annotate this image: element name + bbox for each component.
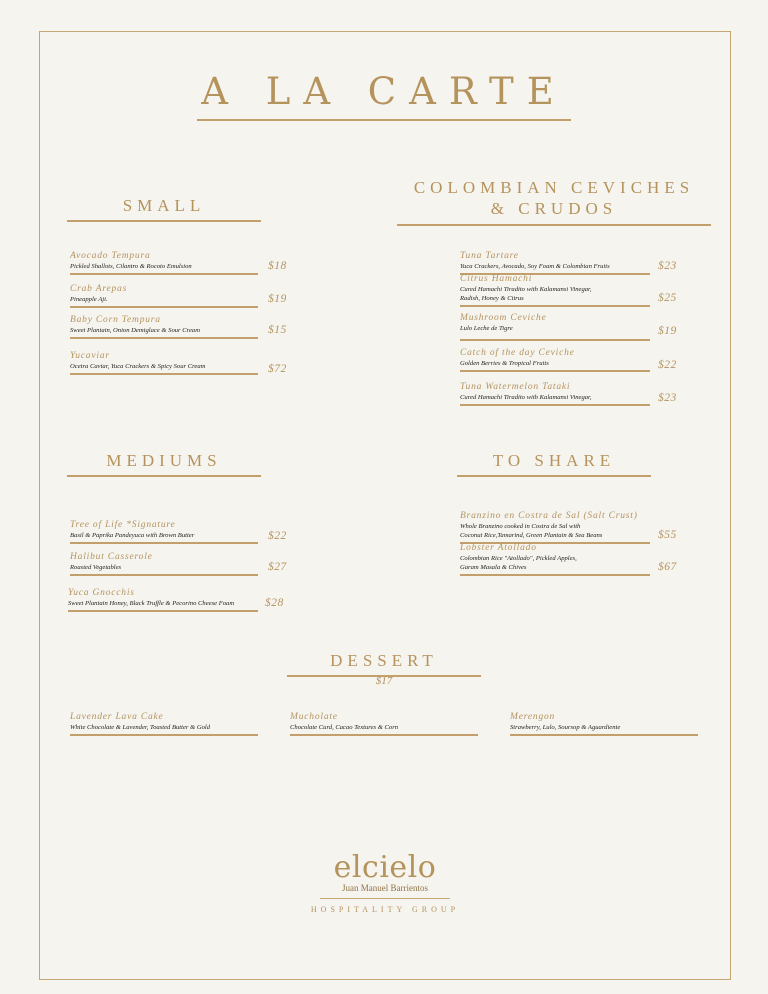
section-heading-dessert: DESSERT (287, 650, 481, 677)
section-heading-small: SMALL (67, 195, 261, 222)
item-description: Lulo Leche de Tigre (460, 325, 650, 341)
page-border (39, 31, 731, 980)
item-price: $67 (658, 561, 677, 573)
item-name: Tuna Watermelon Tataki (460, 382, 571, 392)
item-name: Halibut Casserole (70, 552, 153, 562)
item-description: Pickled Shallots, Cilantro & Rocoto Emulsion (70, 263, 258, 275)
item-price: $15 (268, 324, 287, 336)
item-price: $19 (268, 293, 287, 305)
item-description: Cured Hamachi Tiradito with Kalamansi Vinegar, (460, 394, 650, 406)
menu-item (70, 315, 258, 339)
dessert-price: $17 (375, 675, 393, 687)
brand-logo (290, 850, 480, 914)
item-name: Baby Corn Tempura (70, 315, 161, 325)
item-name: Branzino en Costra de Sal (Salt Crust) (460, 511, 638, 521)
item-description: Colombian Rice "Atollado", Pickled Apples, (460, 554, 577, 562)
section-heading-ceviches (397, 177, 711, 226)
item-price: $23 (658, 392, 677, 404)
item-price: $72 (268, 363, 287, 375)
menu-item (68, 588, 258, 612)
menu-item (70, 251, 258, 275)
item-description: Sweet Plantain Honey, Black Truffle & Pecorino Cheese Foam (68, 600, 258, 612)
item-name: Yucaviar (70, 351, 110, 361)
menu-item (70, 284, 258, 308)
menu-item (290, 712, 478, 736)
item-price: $22 (658, 359, 677, 371)
item-description: Strawberry, Lulo, Soursop & Aguardiente (510, 724, 698, 736)
heading-line: COLOMBIAN CEVICHES (413, 178, 695, 197)
page-title: A LA CARTE (197, 70, 571, 121)
item-description: Roasted Vegetables (70, 564, 258, 576)
item-description: Chocolate Curd, Cacao Textures & Corn (290, 724, 478, 736)
menu-item (70, 712, 258, 736)
item-description: Pineapple Aji. (70, 296, 258, 308)
item-price: $27 (268, 561, 287, 573)
item-name: Catch of the day Ceviche (460, 348, 575, 358)
item-price: $28 (265, 597, 284, 609)
item-description-line2: Garam Masala & Chives (460, 564, 650, 576)
item-price: $19 (658, 325, 677, 337)
logo-divider (320, 898, 450, 899)
item-name: Tuna Tartare (460, 251, 519, 261)
menu-item (460, 348, 650, 372)
item-description: Sweet Plantain, Onion Demiglace & Sour Cream (70, 327, 258, 339)
menu-item (460, 313, 650, 341)
logo-subtitle: Juan Manuel Barrientos (342, 883, 428, 893)
item-price: $23 (658, 260, 677, 272)
item-description: Cured Hamachi Tiradito with Kalamansi Vinegar, (460, 285, 592, 293)
menu-item (70, 520, 258, 544)
item-name: Avocado Tempura (70, 251, 151, 261)
item-description: Yuca Crackers, Avocado, Soy Foam & Colombian Fruits (460, 263, 650, 275)
logo-wordmark (334, 850, 437, 885)
section-heading-share: TO SHARE (457, 450, 651, 477)
item-name: Merengon (510, 712, 556, 722)
item-name: Tree of Life *Signature (70, 520, 176, 530)
item-description: Golden Berries & Tropical Fruits (460, 360, 650, 372)
item-name: Yuca Gnocchis (68, 588, 135, 598)
menu-item (460, 543, 650, 576)
menu-item (460, 251, 650, 275)
menu-item (70, 351, 258, 375)
item-description-line2: Coconut Rice,Tamarind, Green Plantain & Sea Beans (460, 532, 650, 544)
item-description: Basil & Paprika Pandeyuca with Brown Butter (70, 532, 258, 544)
menu-item (460, 382, 650, 406)
item-name: Mushroom Ceviche (460, 313, 547, 323)
item-description: White Chocolate & Lavender, Toasted Butter & Gold (70, 724, 258, 736)
logo-text: elcielo (333, 850, 437, 885)
item-description: Ocetra Caviar, Yuca Crackers & Spicy Sour Cream (70, 363, 258, 375)
item-price: $25 (658, 292, 677, 304)
menu-item (510, 712, 698, 736)
item-description-line2: Radish, Honey & Citrus (460, 295, 650, 307)
item-name: Lavender Lava Cake (70, 712, 164, 722)
heading-line: & CRUDOS (490, 199, 618, 219)
menu-item (460, 511, 650, 544)
item-name: Crab Arepas (70, 284, 128, 294)
logo-group-name: HOSPITALITY GROUP (310, 905, 460, 914)
item-price: $55 (658, 529, 677, 541)
section-heading-mediums: MEDIUMS (67, 450, 261, 477)
item-name: Mucholate (290, 712, 338, 722)
menu-item (460, 274, 650, 307)
item-description: Whole Branzino cooked in Costra de Sal with (460, 522, 581, 530)
item-price: $22 (268, 530, 287, 542)
item-name: Citrus Hamachi (460, 274, 533, 284)
menu-item (70, 552, 258, 576)
item-price: $18 (268, 260, 287, 272)
item-name: Lobster Atollado (460, 543, 537, 553)
